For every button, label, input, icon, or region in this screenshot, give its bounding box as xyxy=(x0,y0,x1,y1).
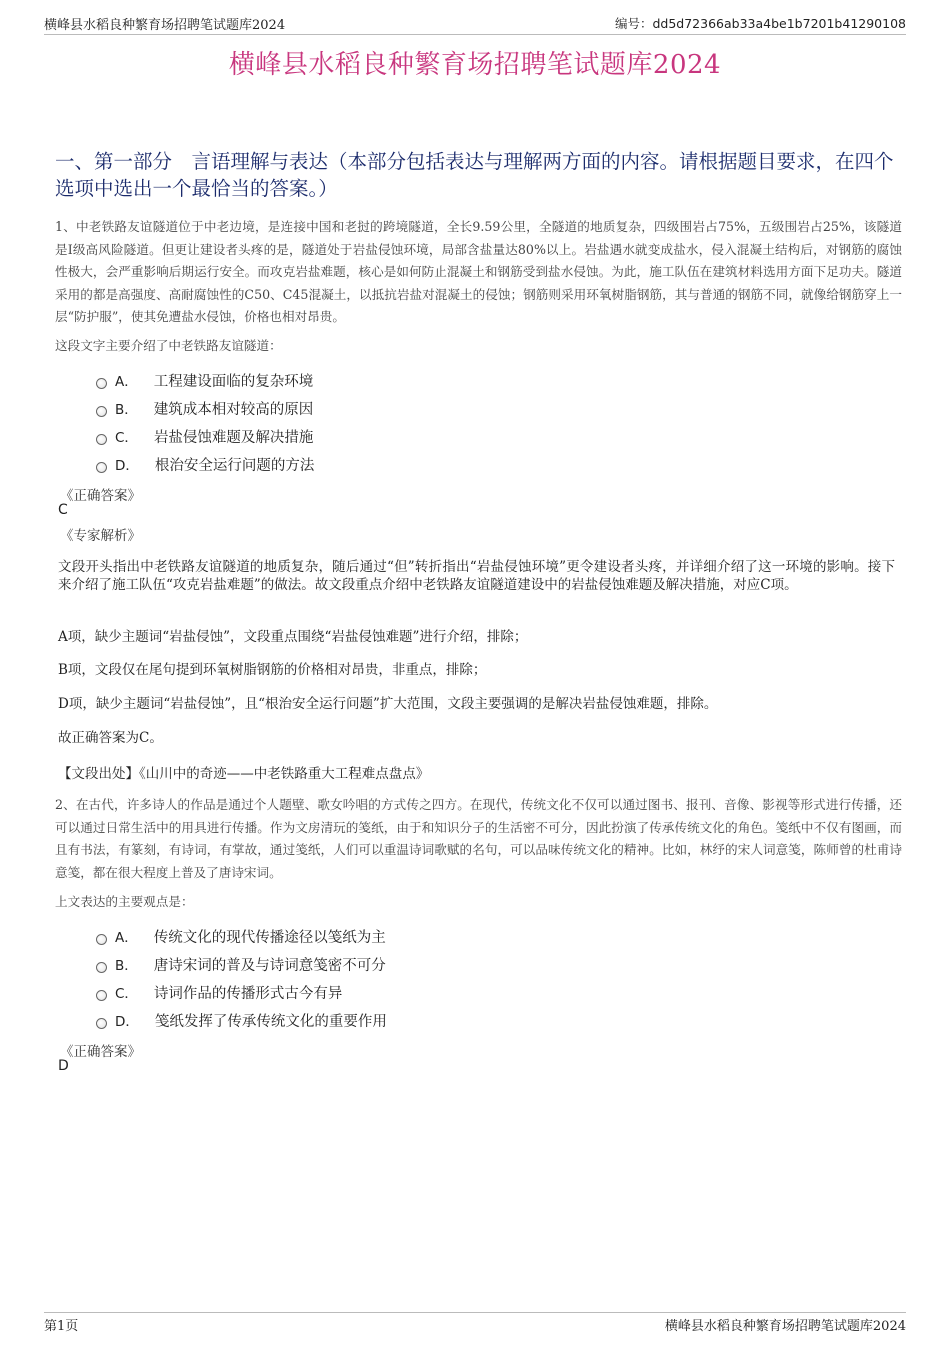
radio-icon[interactable] xyxy=(96,1018,107,1029)
q1-option-c[interactable]: C． 岩盐侵蚀难题及解决措施 xyxy=(96,422,314,450)
q1-analysis-conclusion: 故正确答案为C。 xyxy=(58,730,163,746)
q1-analysis-main: 文段开头指出中老铁路友谊隧道的地质复杂，随后通过“但”转折指出“岩盐侵蚀环境”更令建设者头疼，并详细介绍了这一环境的影响。接下来介绍了施工队伍“攻克岩盐难题”的做法。故文段重点介绍中老铁路友谊隧道建设中的岩盐侵蚀难题及解决措施，对应C项。 xyxy=(58,559,895,593)
q2-passage: 2、在古代，许多诗人的作品是通过个人题壁、歌女吟唱的方式传之四方。在现代，传统文化不仅可以通过图书、报刊、音像、影视等形式进行传播，还可以通过日常生活中的用具进行传播。作为文房清玩的笺纸，由于和知识分子的生活密不可分，因此扮演了传承传统文化的角色。笺纸中不仅有图画，而且有书法，有篆刻，有诗词，有掌故，通过笺纸，人们可以重温诗词歌赋的名句，可以品味传统文化的精神。比如，林纾的宋人词意笺，陈师曾的杜甫诗意笺，都在很大程度上普及了唐诗宋词。 xyxy=(55,797,902,880)
q1-stem: 这段文字主要介绍了中老铁路友谊隧道： xyxy=(55,338,282,353)
page-footer xyxy=(44,1312,906,1335)
page-header xyxy=(44,14,906,35)
q2-answer: D xyxy=(58,1058,69,1074)
q1-options xyxy=(96,366,314,478)
q2-option-b[interactable]: B． 唐诗宋词的普及与诗词意笺密不可分 xyxy=(96,950,387,978)
q1-analysis-d: D项，缺少主题词“岩盐侵蚀”，且“根治安全运行问题”扩大范围，文段主要强调的是解决岩盐侵蚀难题，排除。 xyxy=(58,696,718,712)
radio-icon[interactable] xyxy=(96,990,107,1001)
q1-answer: C xyxy=(58,502,68,518)
section-heading: 一、第一部分 言语理解与表达（本部分包括表达与理解两方面的内容。请根据题目要求，在四个选项中选出一个最恰当的答案。） xyxy=(55,150,894,200)
q1-option-d[interactable]: D． 根治安全运行问题的方法 xyxy=(96,450,314,478)
q2-option-d[interactable]: D． 笺纸发挥了传承传统文化的重要作用 xyxy=(96,1006,387,1034)
q1-option-b[interactable]: B． 建筑成本相对较高的原因 xyxy=(96,394,314,422)
q2-option-c[interactable]: C． 诗词作品的传播形式古今有异 xyxy=(96,978,387,1006)
q2-option-a[interactable]: A． 传统文化的现代传播途径以笺纸为主 xyxy=(96,922,387,950)
q1-passage: 1、中老铁路友谊隧道位于中老边境，是连接中国和老挝的跨境隧道，全长9.59公里，全隧道的地质复杂，四级围岩占75%，五级围岩占25%，该隧道是I级高风险隧道。但更让建设者头疼的是，隧道处于岩盐侵蚀环境，局部含盐量达80%以上。岩盐遇水就变成盐水，侵入混凝土结构后，对钢筋的腐蚀性极大，会严重影响后期运行安全。而攻克岩盐难题，核心是如何防止混凝土和钢筋受到盐水侵蚀。为此，施工队伍在建筑材料选用方面下足功夫。隧道采用的都是高强度、高耐腐蚀性的C50、C45混凝土，以抵抗岩盐对混凝土的侵蚀；钢筋则采用环氧树脂钢筋，其与普通的钢筋不同，就像给钢筋穿上一层“防护服”，使其免遭盐水侵蚀，价格也相对昂贵。 xyxy=(55,219,902,324)
q1-answer-label: 《正确答案》 xyxy=(60,488,141,504)
radio-icon[interactable] xyxy=(96,462,107,473)
q2-answer-label: 《正确答案》 xyxy=(60,1044,141,1060)
radio-icon[interactable] xyxy=(96,434,107,445)
header-title: 横峰县水稻良种繁育场招聘笔试题库2024 xyxy=(44,18,286,33)
page-number: 第1页 xyxy=(44,1319,79,1334)
page-title: 横峰县水稻良种繁育场招聘笔试题库2024 xyxy=(228,50,722,80)
radio-icon[interactable] xyxy=(96,378,107,389)
document-id: 编号：dd5d72366ab33a4be1b7201b41290108 xyxy=(614,16,906,31)
q1-option-a[interactable]: A． 工程建设面临的复杂环境 xyxy=(96,366,314,394)
footer-title: 横峰县水稻良种繁育场招聘笔试题库2024 xyxy=(664,1319,906,1334)
q1-analysis-b: B项，文段仅在尾句提到环氧树脂钢筋的价格相对昂贵，非重点，排除； xyxy=(58,662,487,678)
radio-icon[interactable] xyxy=(96,934,107,945)
radio-icon[interactable] xyxy=(96,406,107,417)
q2-options xyxy=(96,922,387,1034)
q1-source: 【文段出处】《山川中的奇迹——中老铁路重大工程难点盘点》 xyxy=(58,766,430,782)
radio-icon[interactable] xyxy=(96,962,107,973)
q1-analysis-label: 《专家解析》 xyxy=(60,528,141,544)
q1-analysis-a: A项，缺少主题词“岩盐侵蚀”，文段重点围绕“岩盐侵蚀难题”进行介绍，排除； xyxy=(58,629,528,645)
q2-stem: 上文表达的主要观点是： xyxy=(55,894,194,909)
